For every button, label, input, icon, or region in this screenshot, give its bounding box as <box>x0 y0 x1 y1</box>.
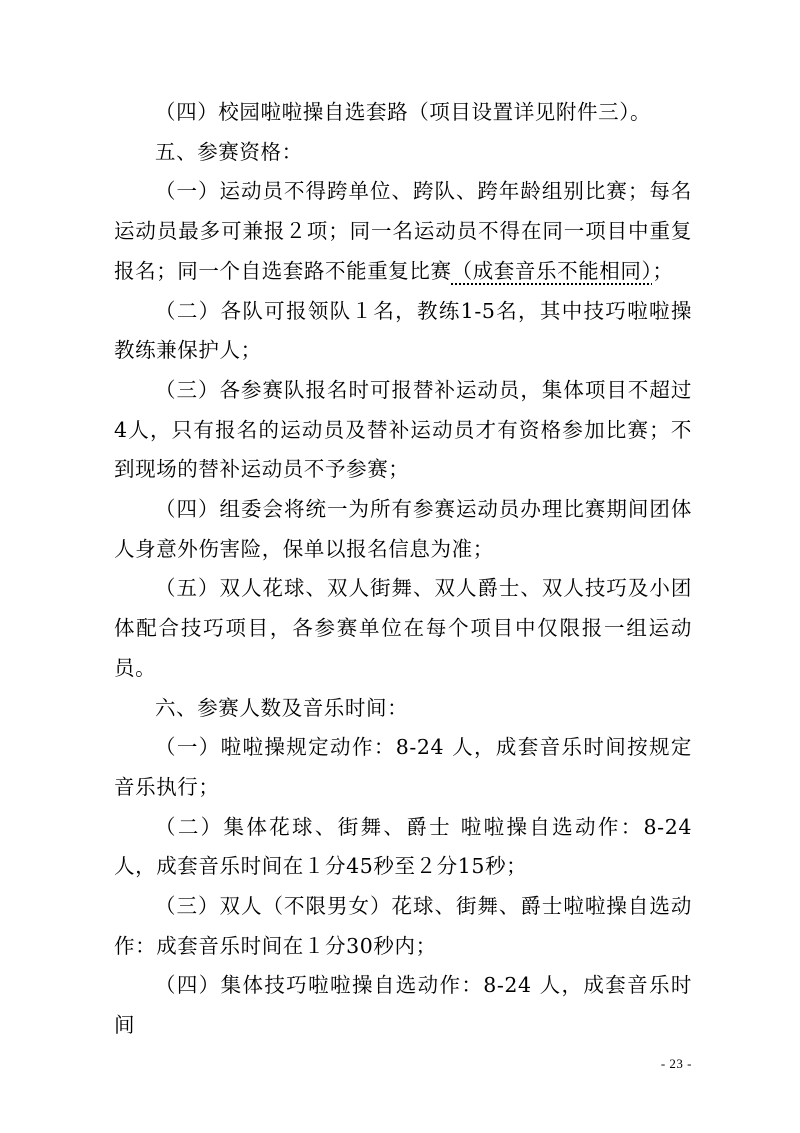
paragraph: （二）各队可报领队１名，教练1-5名，其中技巧啦啦操教练兼保护人； <box>114 298 692 363</box>
paragraph: （三）各参赛队报名时可报替补运动员，集体项目不超过4人，只有报名的运动员及替补运动员才有资格参加比赛；不到现场的替补运动员不予参赛； <box>114 377 692 482</box>
page-number: - 23 - <box>660 1056 692 1071</box>
body-text <box>114 93 692 1046</box>
section-heading: 五、参赛资格： <box>155 139 303 164</box>
paragraph: （一）啦啦操规定动作：8-24 人，成套音乐时间按规定音乐执行； <box>114 735 692 799</box>
paragraph: （三）双人（不限男女）花球、街舞、爵士啦啦操自选动作：成套音乐时间在１分30秒内； <box>114 894 692 958</box>
paragraph: （四）集体技巧啦啦操自选动作：8-24 人，成套音乐时间 <box>114 973 692 1038</box>
paragraph: （四）组委会将统一为所有参赛运动员办理比赛期间团体人身意外伤害险，保单以报名信息为准； <box>114 497 692 561</box>
paragraph: （一）运动员不得跨单位、跨队、跨年龄组别比赛；每名运动员最多可兼报２项；同一名运动员不得在同一项目中重复报名；同一个自选套路不能重复比赛（成套音乐不能相同）； <box>114 179 692 283</box>
paragraph: （四）校园啦啦操自选套路（项目设置详见附件三）。 <box>155 100 652 124</box>
paragraph: （二）集体花球、街舞、爵士 啦啦操自选动作：8-24 人，成套音乐时间在１分45秒至２分15秒； <box>114 814 692 879</box>
emphasis-text: （成套音乐不能相同） <box>451 258 653 283</box>
section-heading: 六、参赛人数及音乐时间： <box>155 695 409 720</box>
paragraph: （五）双人花球、双人街舞、双人爵士、双人技巧及小团体配合技巧项目，各参赛单位在每个项目中仅限报一组运动员。 <box>114 576 692 680</box>
